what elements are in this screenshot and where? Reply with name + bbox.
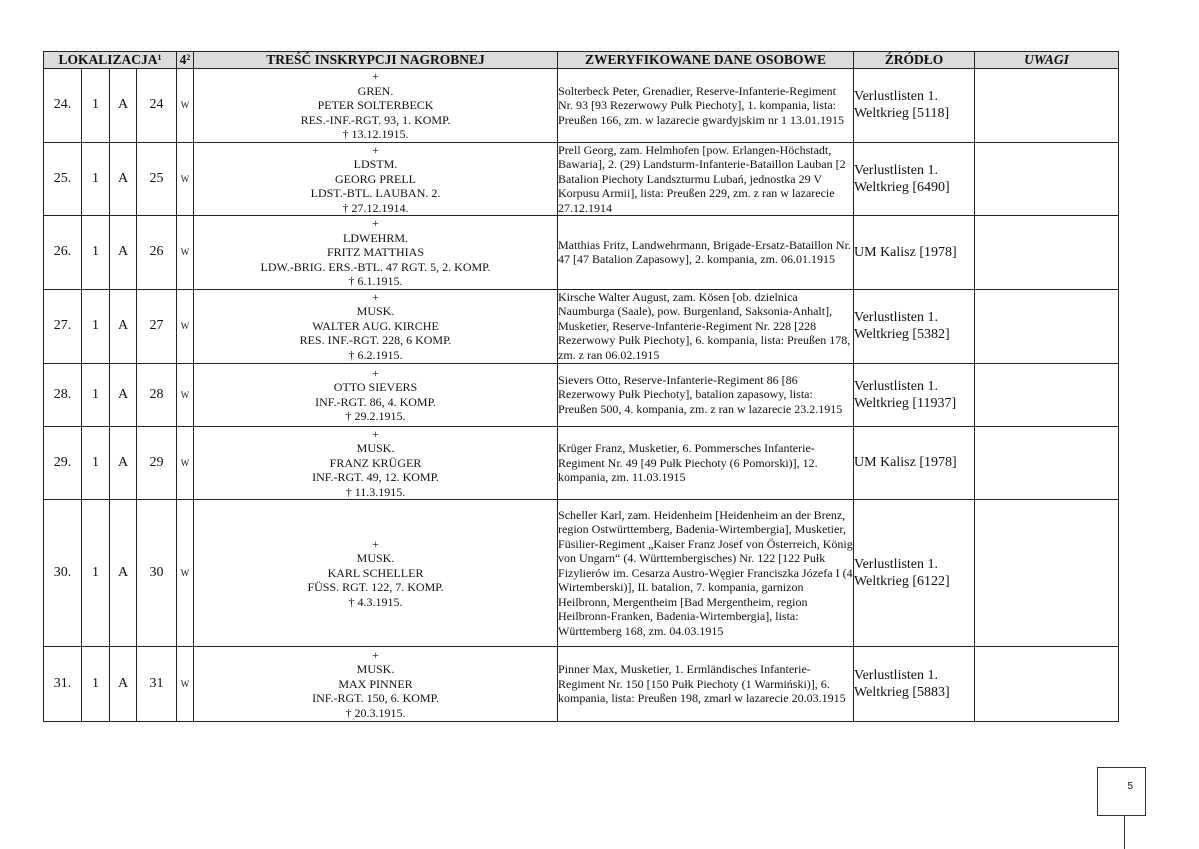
inscription-cell [194,500,558,647]
inscription-line: INF.-RGT. 86, 4. KOMP. [315,394,436,409]
row-type: W [177,289,194,363]
notes-cell [975,142,1119,216]
row-number: 28. [44,363,82,426]
source-cell: Verlustlisten 1. Weltkrieg [5883] [854,647,975,722]
inscription-line: † 29.2.1915. [345,409,406,423]
row-position: 27 [137,289,177,363]
source-cell: UM Kalisz [1978] [854,216,975,290]
inscription-line: MAX PINNER [338,676,413,691]
inscription-line: OTTO SIEVERS [333,380,418,394]
row-number: 26. [44,216,82,290]
row-number: 29. [44,426,82,500]
notes-cell [975,500,1119,647]
inscription-line: LDW.-BRIG. ERS.-BTL. 47 RGT. 5, 2. KOMP. [260,259,491,274]
row-type: W [177,216,194,290]
row-number: 27. [44,289,82,363]
table-row [44,289,1119,363]
inscription-line: MUSK. [356,441,395,455]
row-column: 1 [82,647,110,722]
row-column: 1 [82,216,110,290]
inscription-line: † 20.3.1915. [345,705,406,720]
row-type: W [177,142,194,216]
inscription-line: MUSK. [356,304,395,319]
header-lokalizacja: LOKALIZACJA$^1$ [44,52,177,69]
row-section: A [110,289,137,363]
notes-cell [975,647,1119,722]
inscription-line: † 11.3.1915. [345,484,406,499]
source-cell: Verlustlisten 1. Weltkrieg [6122] [854,500,975,647]
verified-data-cell: Kirsche Walter August, zam. Kösen [ob. dzielnica Naumburga (Saale), pow. Burgenland, Saksonia-Anhalt], Musketier, Reserve-Infanterie-Regiment Nr. 228 [228 Rezerwowy Pułk Piechoty], 6. kompania, lista: Preußen 178, zm. z ran 06.02.1915 [558,289,854,363]
inscription-cell [194,363,558,426]
row-number: 30. [44,500,82,647]
inscription-line: GREN. [357,83,394,98]
source-cell: Verlustlisten 1. Weltkrieg [6490] [854,142,975,216]
verified-data-cell: Sievers Otto, Reserve-Infanterie-Regiment 86 [86 Rezerwowy Pułk Piechoty], batalion zapasowy, lista: Preußen 500, 4. kompania, zm. z ran w lazarecie 23.2.1915 [558,363,854,426]
verified-data-cell: Pinner Max, Musketier, 1. Ermländisches Infanterie-Regiment Nr. 150 [150 Pułk Piechoty (1 Warmiński)], 6. kompania, lista: Preußen 198, zmarł w lazarecie 20.03.1915 [558,647,854,722]
row-type: W [177,426,194,500]
inscription-line: + [372,536,379,551]
verified-data-cell: Krüger Franz, Musketier, 6. Pommersches Infanterie-Regiment Nr. 49 [49 Pułk Piechoty (6 Pomorski)], 12. kompania, zm. 11.03.1915 [558,426,854,500]
inscription-line: + [372,365,379,380]
inscription-line: + [372,647,379,662]
inscription-line: + [372,69,379,83]
inscription-line: + [372,426,379,441]
row-column: 1 [82,363,110,426]
inscription-line: LDWEHRM. [343,230,409,245]
verified-data-cell: Solterbeck Peter, Grenadier, Reserve-Infanterie-Regiment Nr. 93 [93 Rezerwowy Pułk Piechoty], 1. kompania, lista: Preußen 166, zm. w lazarecie gwardyjskim nr 1 13.01.1915 [558,69,854,143]
row-section: A [110,647,137,722]
inscription-cell [194,216,558,290]
row-type: W [177,647,194,722]
page-divider-line [1124,816,1125,849]
row-type: W [177,500,194,647]
inscription-line: INF.-RGT. 49, 12. KOMP. [312,470,439,484]
row-column: 1 [82,142,110,216]
header-inscription: TREŚĆ INSKRYPCJI NAGROBNEJ [194,52,558,69]
header-row [44,52,1119,69]
table-row [44,647,1119,722]
inscription-line: WALTER AUG. KIRCHE [312,318,439,333]
inscription-line: FÜSS. RGT. 122, 7. KOMP. [307,580,444,595]
row-position: 31 [137,647,177,722]
row-position: 30 [137,500,177,647]
notes-cell [975,216,1119,290]
header-notes: UWAGI [975,52,1119,69]
inscription-cell [194,426,558,500]
source-cell: Verlustlisten 1. Weltkrieg [5382] [854,289,975,363]
inscription-line: RES. INF.-RGT. 228, 6 KOMP. [299,333,452,348]
inscription-line: MUSK. [356,662,395,677]
inscription-line: LDSTM. [353,157,398,171]
source-cell: Verlustlisten 1. Weltkrieg [11937] [854,363,975,426]
row-number: 24. [44,69,82,143]
row-column: 1 [82,289,110,363]
notes-cell [975,426,1119,500]
inscription-line: LDST.-BTL. LAUBAN. 2. [310,186,441,200]
header-verified: ZWERYFIKOWANE DANE OSOBOWE [558,52,854,69]
row-position: 28 [137,363,177,426]
row-section: A [110,69,137,143]
row-number: 31. [44,647,82,722]
inscription-line: † 6.1.1915. [348,274,403,288]
row-section: A [110,426,137,500]
notes-cell [975,69,1119,143]
row-section: A [110,500,137,647]
page-number: 5 [1127,781,1133,792]
inscription-cell [194,69,558,143]
row-column: 1 [82,426,110,500]
inscription-cell [194,142,558,216]
table-row [44,69,1119,143]
row-position: 24 [137,69,177,143]
row-position: 29 [137,426,177,500]
verified-data-cell: Matthias Fritz, Landwehrmann, Brigade-Ersatz-Bataillon Nr. 47 [47 Batalion Zapasowy], 2. kompania, zm. 06.01.1915 [558,216,854,290]
inscription-line: PETER SOLTERBECK [317,98,434,112]
notes-cell [975,289,1119,363]
inscription-line: INF.-RGT. 150, 6. KOMP. [312,691,439,706]
page-number-box [1097,767,1146,816]
graves-table [43,51,1119,722]
row-column: 1 [82,69,110,143]
inscription-line: FRITZ MATTHIAS [327,245,425,259]
inscription-cell [194,289,558,363]
inscription-line: + [372,216,379,230]
row-type: W [177,363,194,426]
inscription-line: † 4.3.1915. [348,594,403,609]
source-cell: Verlustlisten 1. Weltkrieg [5118] [854,69,975,143]
inscription-cell [194,647,558,722]
inscription-line: MUSK. [356,551,395,566]
inscription-line: RES.-INF.-RGT. 93, 1. KOMP. [300,112,451,127]
row-type: W [177,69,194,143]
inscription-line: † 13.12.1915. [342,127,409,141]
inscription-line: † 6.2.1915. [348,347,403,362]
row-position: 25 [137,142,177,216]
inscription-line: + [372,142,379,157]
table-row [44,500,1119,647]
source-cell: UM Kalisz [1978] [854,426,975,500]
row-section: A [110,142,137,216]
inscription-line: † 27.12.1914. [342,200,409,215]
verified-data-cell: Scheller Karl, zam. Heidenheim [Heidenheim an der Brenz, region Ostwürttemberg, Badenia-Wirtembergia], Musketier, Füsilier-Regiment „Kaiser Franz Josef von Österreich, König von Ungarn“ (4. Württembergisches) Nr. 122 [122 Pułk Fizylierów im. Cesarza Austro-Węgier Franciszka Józefa I (4 Wirtemberski)], II. batalion, 7. kompania, garnizon Heilbronn, Mergentheim [Bad Mergentheim, region Heilbronn-Franken, Badenia-Wirtembergia], lista: Württemberg 168, zm. 04.03.1915 [558,500,854,647]
row-position: 26 [137,216,177,290]
row-number: 25. [44,142,82,216]
table-row [44,426,1119,500]
header-source: ŹRÓDŁO [854,52,975,69]
row-column: 1 [82,500,110,647]
table-row [44,216,1119,290]
verified-data-cell: Prell Georg, zam. Helmhofen [pow. Erlangen-Höchstadt, Bawaria], 2. (29) Landsturm-Infanterie-Bataillon Lauban [2 Batalion Piechoty Landszturmu Lubań, jednostka 29 V Korpusu Armii], lista: Preußen 229, zm. z ran w lazarecie 27.12.1914 [558,142,854,216]
table-row [44,142,1119,216]
table-row [44,363,1119,426]
row-section: A [110,363,137,426]
notes-cell [975,363,1119,426]
header-num: $4^2$ [177,52,194,69]
inscription-line: KARL SCHELLER [327,565,424,580]
inscription-line: FRANZ KRÜGER [329,455,422,470]
row-section: A [110,216,137,290]
inscription-line: GEORG PRELL [335,171,417,186]
inscription-line: + [372,289,379,304]
